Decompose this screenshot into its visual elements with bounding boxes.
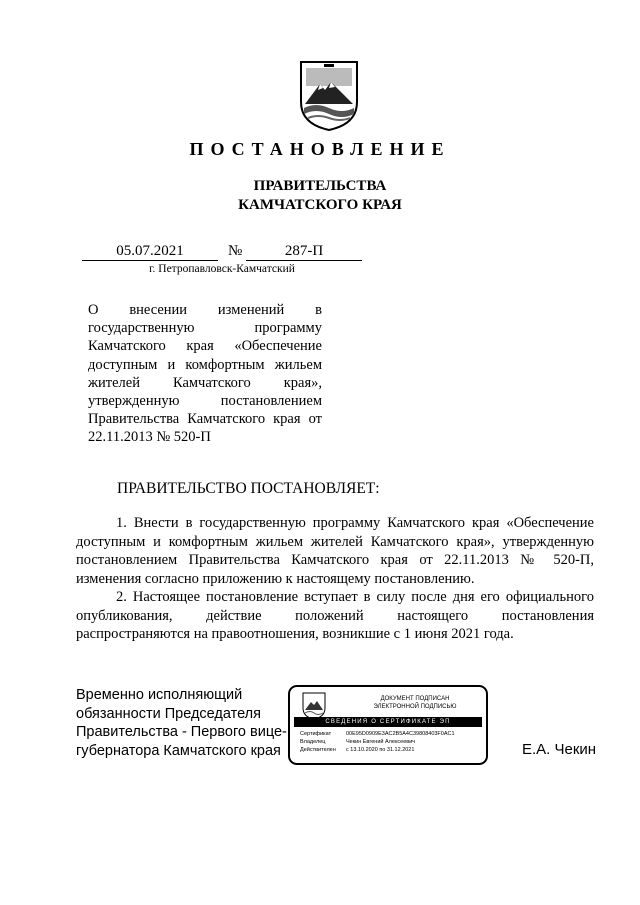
issuing-body-line-1: ПРАВИТЕЛЬСТВА xyxy=(253,178,387,194)
signatory-name: Е.А. Чекин xyxy=(522,741,597,758)
signer-line: Временно исполняющий xyxy=(76,687,243,703)
body-line: 2. Настоящее постановление вступает в силу после дня его официального xyxy=(116,589,594,605)
stamp-row-key: Владелец xyxy=(300,739,326,745)
stamp-emblem-icon xyxy=(302,692,326,720)
stamp-header xyxy=(350,695,480,711)
signer-position xyxy=(76,686,287,760)
stamp-header-line: ЭЛЕКТРОННОЙ ПОДПИСЬЮ xyxy=(373,704,457,710)
stamp-row-key: Сертификат xyxy=(300,731,332,737)
subject-line: доступным и комфортным жильем xyxy=(88,356,322,373)
body-line: изменения согласно приложению к настоящему постановлению. xyxy=(76,570,475,587)
stamp-row-value: с 13.10.2020 по 31.12.2021 xyxy=(346,747,415,753)
coat-of-arms-icon xyxy=(298,58,360,132)
document-number: 287-П xyxy=(246,243,362,261)
signer-line: губернатора Камчатского края xyxy=(76,742,281,759)
subject-line: 22.11.2013 № 520-П xyxy=(88,429,211,446)
document-date: 05.07.2021 xyxy=(82,243,218,261)
subject-line: О внесении изменений в xyxy=(88,302,322,318)
resolution-heading: ПРАВИТЕЛЬСТВО ПОСТАНОВЛЯЕТ: xyxy=(117,480,380,497)
document-subject xyxy=(88,301,322,447)
stamp-row-value: 00E95D0909E3AC2B5A4C39808403F0AC1 xyxy=(346,731,455,737)
subject-line: Камчатского края «Обеспечение xyxy=(88,338,322,355)
document-body xyxy=(76,514,594,644)
issuing-body-line-2: КАМЧАТСКОГО КРАЯ xyxy=(238,197,402,213)
signer-line: Правительства - Первого вице- xyxy=(76,724,287,740)
subject-line: жителей Камчатского края», xyxy=(88,374,322,391)
stamp-row-certificate xyxy=(300,731,455,738)
electronic-signature-stamp xyxy=(288,685,488,765)
body-line: 1. Внести в государственную программу Камчатского края «Обеспечение xyxy=(116,515,594,531)
document-type-title: ПОСТАНОВЛЕНИЕ xyxy=(189,139,451,159)
body-line: распространяются на правоотношения, возникшие с 1 июня 2021 года. xyxy=(76,626,514,642)
number-sign: № xyxy=(228,243,243,259)
subject-line: государственную программу xyxy=(88,320,322,337)
issuing-city: г. Петропавловск-Камчатский xyxy=(149,263,295,275)
stamp-row-validity xyxy=(300,747,414,754)
stamp-row-owner xyxy=(300,739,415,746)
subject-line: утвержденную постановлением xyxy=(88,392,322,409)
subject-line: Правительства Камчатского края от xyxy=(88,411,322,428)
stamp-row-value: Чекин Евгений Алексеевич xyxy=(346,739,416,745)
stamp-header-line: ДОКУМЕНТ ПОДПИСАН xyxy=(380,696,450,702)
signer-line: обязанности Председателя xyxy=(76,705,261,722)
stamp-certificate-bar: СВЕДЕНИЯ О СЕРТИФИКАТЕ ЭП xyxy=(294,717,482,727)
body-line: постановлением Правительства Камчатского края от 22.11.2013 № 520-П, xyxy=(76,552,594,568)
body-line: опубликования, действие положений настоящего постановления xyxy=(76,607,594,624)
body-line: доступным и комфортным жильем жителей Камчатского края», утвержденную xyxy=(76,533,594,550)
stamp-row-key: Действителен xyxy=(300,747,336,753)
